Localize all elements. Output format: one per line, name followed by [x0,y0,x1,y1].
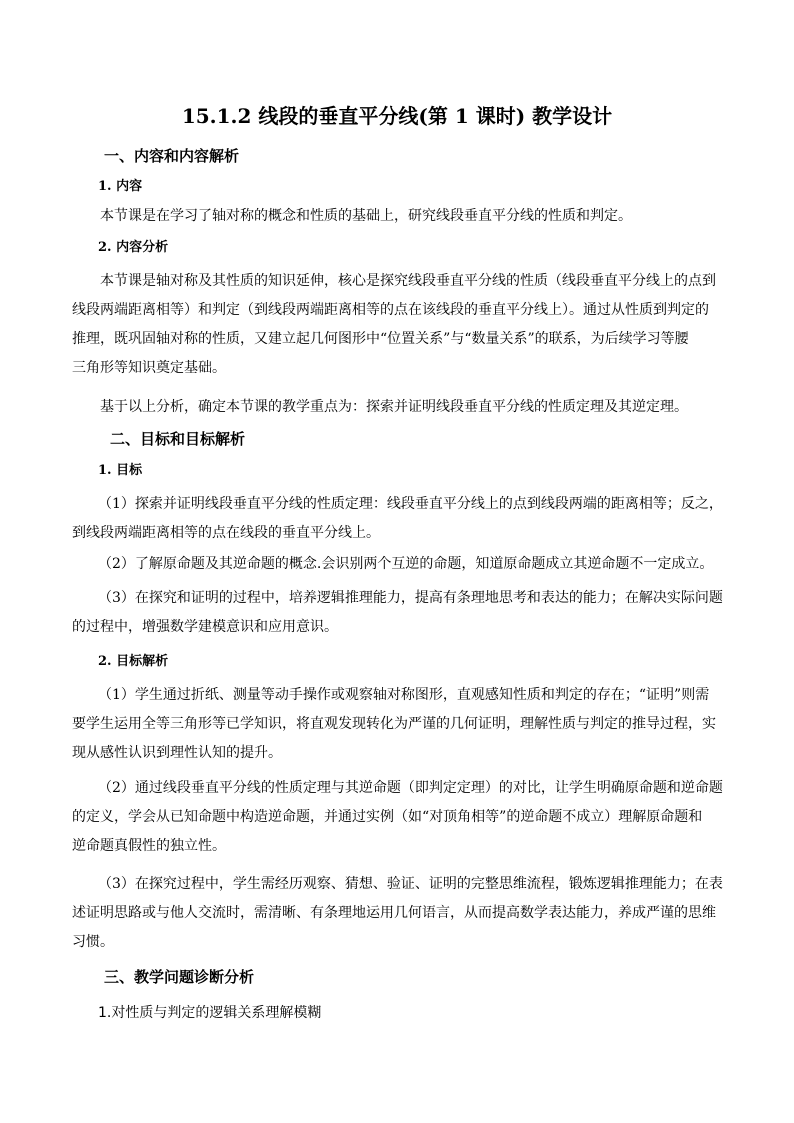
text-line: （2）了解原命题及其逆命题的概念.会识别两个互逆的命题，知道原命题成立其逆命题不一定成立。 [98,556,714,572]
subheading-content-analysis: 2. 内容分析 [98,240,169,255]
paragraph-goal-2 [72,550,732,579]
paragraph-goal-3 [72,584,732,642]
text-line: 的过程中，增强数学建模意识和应用意识。 [72,619,338,635]
paragraph-content [72,202,732,231]
text-line: （1）学生通过折纸、测量等动手操作或观察轴对称图形，直观感知性质和判定的存在；“证明”则需 [98,687,710,703]
text-line: 习惯。 [72,934,114,950]
text-line: 的定义，学会从已知命题中构造逆命题，并通过实例（如“对顶角相等”的逆命题不成立）理解原命题和 [72,809,703,825]
text-line: 本节课是在学习了轴对称的概念和性质的基础上，研究线段垂直平分线的性质和判定。 [100,208,632,224]
paragraph-key-point [72,393,732,422]
subheading-goals: 1. 目标 [98,463,143,478]
text-line: 要学生运用全等三角形等已学知识，将直观发现转化为严谨的几何证明，理解性质与判定的推导过程，实 [72,716,716,732]
text-line: （2）通过线段垂直平分线的性质定理与其逆命题（即判定定理）的对比，让学生明确原命题和逆命题 [98,780,723,796]
text-line: （3）在探究和证明的过程中，培养逻辑推理能力，提高有条理地思考和表达的能力；在解决实际问题 [98,590,723,606]
text-line: 到线段两端距离相等的点在线段的垂直平分线上。 [72,525,380,541]
text-line: 基于以上分析，确定本节课的教学重点为：探索并证明线段垂直平分线的性质定理及其逆定理。 [100,399,688,415]
text-line: 本节课是轴对称及其性质的知识延伸，核心是探究线段垂直平分线的性质（线段垂直平分线上的点到 [100,273,716,289]
text-line: 三角形等知识奠定基础。 [72,360,226,376]
text-line: 现从感性认识到理性认知的提升。 [72,745,282,761]
paragraph-analysis-2 [72,774,732,861]
subheading-goal-analysis: 2. 目标解析 [98,654,169,669]
text-line: 推理，既巩固轴对称的性质，又建立起几何图形中“位置关系”与“数量关系”的联系，为后续学习等腰 [72,331,689,347]
paragraph-analysis-3 [72,870,732,957]
diagnosis-item-1: 1.对性质与判定的逻辑关系理解模糊 [98,1005,322,1021]
subheading-content: 1. 内容 [98,179,143,194]
text-line: 线段两端距离相等）和判定（到线段两端距离相等的点在该线段的垂直平分线上）。通过从性质到判定的 [72,302,709,318]
section-heading-3: 三、教学问题诊断分析 [104,968,255,986]
paragraph-analysis-1 [72,681,732,768]
section-heading-2: 二、目标和目标解析 [110,430,246,448]
text-line: （1）探索并证明线段垂直平分线的性质定理：线段垂直平分线上的点到线段两端的距离相等；反之， [98,496,723,512]
paragraph-content-analysis [72,267,732,383]
text-line: （3）在探究过程中，学生需经历观察、猜想、验证、证明的完整思维流程，锻炼逻辑推理能力；在表 [98,876,723,892]
text-line: 述证明思路或与他人交流时，需清晰、有条理地运用几何语言，从而提高数学表达能力，养成严谨的思维 [72,905,716,921]
text-line: 逆命题真假性的独立性。 [72,838,226,854]
paragraph-goal-1 [72,490,732,548]
document-title: 15.1.2 线段的垂直平分线(第 1 课时) 教学设计 [181,104,613,128]
section-heading-1: 一、内容和内容解析 [104,147,240,165]
